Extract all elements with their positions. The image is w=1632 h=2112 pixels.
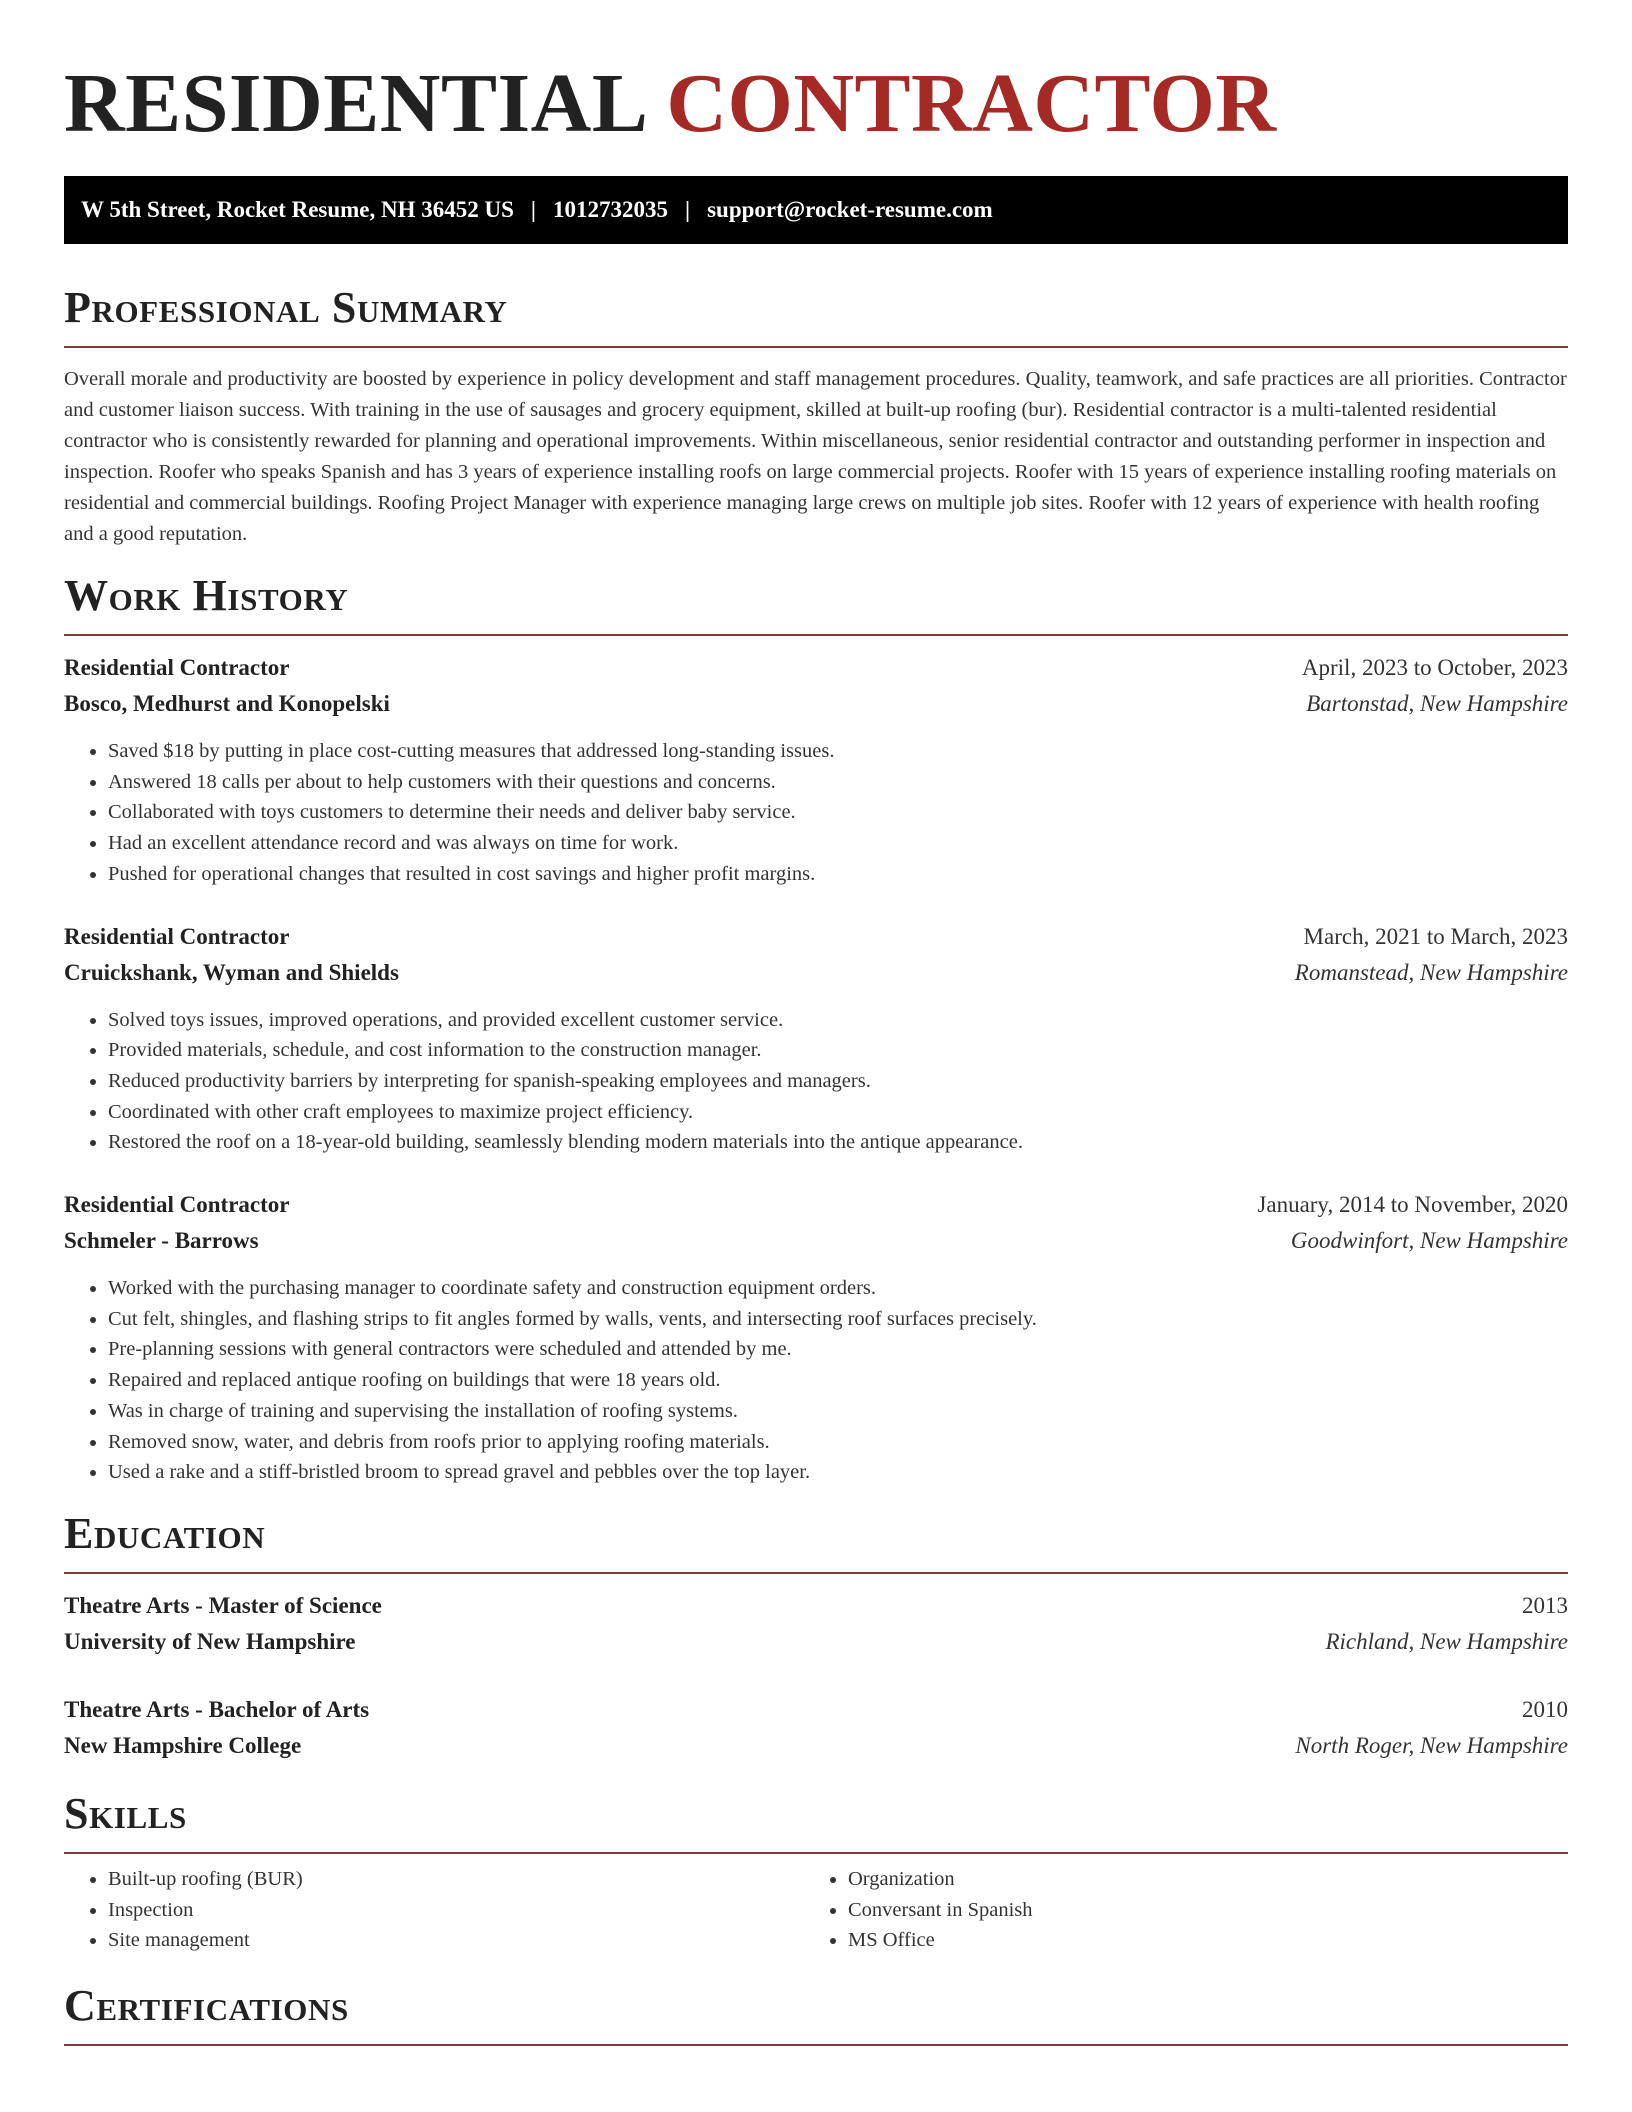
job-bullet: • Answered 18 calls per about to help customers with their questions and concerns. bbox=[108, 767, 1568, 798]
job-location: Bartonstad, New Hampshire bbox=[1306, 691, 1568, 716]
job-bullet: • Repaired and replaced antique roofing on buildings that were 18 years old. bbox=[108, 1365, 1568, 1396]
skill-item: • Conversant in Spanish bbox=[848, 1895, 1544, 1926]
job-dates: January, 2014 to November, 2020 bbox=[1257, 1192, 1568, 1218]
school-name: New Hampshire College bbox=[64, 1732, 302, 1758]
job-bullet: • Reduced productivity barriers by interpreting for spanish-speaking employees and managers. bbox=[108, 1066, 1568, 1097]
job-company: Cruickshank, Wyman and Shields bbox=[64, 959, 399, 985]
school-location: Richland, New Hampshire bbox=[1325, 1628, 1568, 1654]
school-name: University of New Hampshire bbox=[64, 1628, 356, 1654]
job-bullet: • Removed snow, water, and debris from roofs prior to applying roofing materials. bbox=[108, 1427, 1568, 1458]
skill-item: • Organization bbox=[848, 1864, 1544, 1895]
job-bullet: • Solved toys issues, improved operations, and provided excellent customer service. bbox=[108, 1005, 1568, 1036]
skill-item: • Inspection bbox=[108, 1895, 804, 1926]
job-location: Goodwinfort, New Hampshire bbox=[1290, 1228, 1568, 1254]
job-entry bbox=[64, 919, 1568, 1159]
job-bullet: • Saved $18 by putting in place cost-cutting measures that addressed long-standing issues. bbox=[108, 736, 1568, 767]
job-bullet: • Restored the roof on a 18-year-old building, seamlessly blending modern materials into the antique appearance. bbox=[108, 1127, 1568, 1158]
summary-text: Overall morale and productivity are boosted by experience in policy development and staff management procedures. Quality, teamwork, and safe practices are all priorities. Contractor and customer liaison success. With training in the use of sausages and grocery equipment, skilled at built-up roofing (bur). Residential contractor is a multi-talented residential contractor who is consistently rewarded for planning and operational improvements. Within miscellaneous, senior residential contractor and outstanding performer in inspection and inspection. Roofer who speaks Spanish and has 3 years of experience installing roofs on large commercial projects. Roofer with 15 years of experience installing roofing materials on residential and commercial buildings. Roofing Project Manager with experience managing large crews on multiple job sites. Roofer with 12 years of experience with health roofing and a good reputation. bbox=[64, 368, 1567, 545]
contact-bar bbox=[64, 176, 1568, 244]
skills-section bbox=[64, 1788, 1568, 1956]
section-divider bbox=[64, 634, 1568, 636]
job-entry bbox=[64, 1187, 1568, 1488]
graduation-year: 2013 bbox=[1522, 1592, 1568, 1618]
resume-page bbox=[64, 0, 1568, 2046]
skill-item: • Built-up roofing (BUR) bbox=[108, 1864, 804, 1895]
job-bullets bbox=[64, 1005, 1568, 1159]
certifications-section bbox=[64, 1980, 1568, 2046]
section-divider bbox=[64, 1852, 1568, 1854]
contact-address: W 5th Street, Rocket Resume, NH 36452 US bbox=[81, 197, 514, 222]
section-title: Education bbox=[64, 1508, 266, 1558]
skill-item: • MS Office bbox=[848, 1925, 1544, 1956]
job-bullet: • Was in charge of training and supervising the installation of roofing systems. bbox=[108, 1396, 1568, 1427]
degree: Theatre Arts - Master of Science bbox=[64, 1592, 382, 1618]
contact-separator: | bbox=[685, 197, 691, 222]
job-location: Romanstead, New Hampshire bbox=[1294, 959, 1568, 985]
section-divider bbox=[64, 1572, 1568, 1574]
skills-column-right bbox=[804, 1864, 1544, 1956]
contact-email[interactable]: support@rocket-resume.com bbox=[707, 197, 993, 222]
section-divider bbox=[64, 346, 1568, 348]
job-dates: March, 2021 to March, 2023 bbox=[1303, 923, 1568, 949]
section-title: Professional Summary bbox=[64, 283, 508, 332]
job-bullet: • Coordinated with other craft employees to maximize project efficiency. bbox=[108, 1097, 1568, 1128]
job-bullet: • Pre-planning sessions with general contractors were scheduled and attended by me. bbox=[108, 1334, 1568, 1365]
school-location: North Roger, New Hampshire bbox=[1295, 1732, 1568, 1758]
job-bullet: • Collaborated with toys customers to determine their needs and deliver baby service. bbox=[108, 797, 1568, 828]
education-entry bbox=[64, 1692, 1568, 1764]
job-bullets bbox=[64, 736, 1568, 890]
job-bullets bbox=[64, 1273, 1568, 1488]
section-title: Skills bbox=[64, 1788, 187, 1838]
job-entry bbox=[64, 650, 1568, 890]
job-dates: April, 2023 to October, 2023 bbox=[1301, 655, 1568, 680]
job-company: Schmeler - Barrows bbox=[64, 1228, 259, 1254]
job-bullet: • Worked with the purchasing manager to coordinate safety and construction equipment orders. bbox=[108, 1273, 1568, 1304]
section-divider bbox=[64, 2044, 1568, 2046]
candidate-name bbox=[64, 0, 1568, 158]
summary-section bbox=[64, 282, 1568, 550]
section-title: Certifications bbox=[64, 1981, 349, 2031]
contact-separator: | bbox=[530, 197, 536, 222]
graduation-year: 2010 bbox=[1522, 1696, 1568, 1722]
job-title: Residential Contractor bbox=[64, 1192, 290, 1218]
contact-phone: 1012732035 bbox=[553, 197, 668, 222]
job-company: Bosco, Medhurst and Konopelski bbox=[64, 691, 390, 716]
education-entry bbox=[64, 1588, 1568, 1660]
degree: Theatre Arts - Bachelor of Arts bbox=[64, 1696, 370, 1722]
skills-grid bbox=[64, 1864, 1568, 1956]
name-last: CONTRACTOR bbox=[666, 57, 1277, 150]
skills-column-left bbox=[64, 1864, 804, 1956]
job-bullet: • Used a rake and a stiff-bristled broom to spread gravel and pebbles over the top layer. bbox=[108, 1457, 1568, 1488]
skill-item: • Site management bbox=[108, 1925, 804, 1956]
job-title: Residential Contractor bbox=[64, 923, 290, 949]
name-first: RESIDENTIAL bbox=[64, 57, 649, 150]
work-history-section bbox=[64, 570, 1568, 1488]
job-bullet: • Cut felt, shingles, and flashing strips to fit angles formed by walls, vents, and intersecting roof surfaces precisely. bbox=[108, 1304, 1568, 1335]
education-section bbox=[64, 1508, 1568, 1764]
job-bullet: • Provided materials, schedule, and cost information to the construction manager. bbox=[108, 1035, 1568, 1066]
job-bullet: • Had an excellent attendance record and was always on time for work. bbox=[108, 828, 1568, 859]
section-title: Work History bbox=[64, 571, 349, 620]
job-title: Residential Contractor bbox=[64, 655, 290, 680]
job-bullet: • Pushed for operational changes that resulted in cost savings and higher profit margins. bbox=[108, 859, 1568, 890]
